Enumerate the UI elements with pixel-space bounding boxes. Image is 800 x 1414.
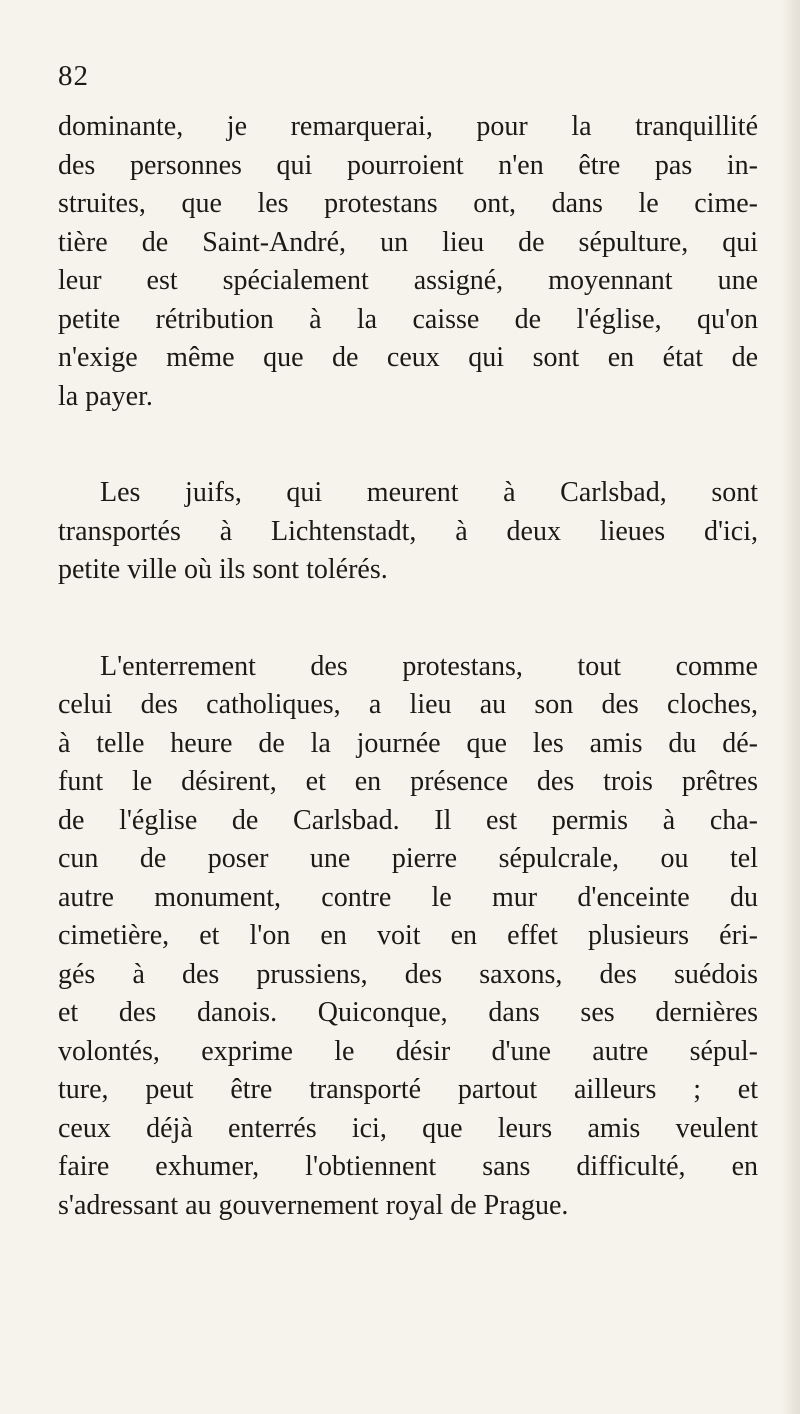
page-edge: [782, 0, 800, 1414]
text-line: et des danois. Quiconque, dans ses dernières: [58, 997, 758, 1028]
text-line: funt le désirent, et en présence des trois prêtres: [58, 766, 758, 797]
text-line: transportés à Lichtenstadt, à deux lieues d'ici,: [58, 515, 758, 547]
text-line: cimetière, et l'on en voit en effet plusieurs éri-: [58, 920, 758, 951]
text-line: celui des catholiques, a lieu au son des cloches,: [58, 689, 758, 720]
text-line: de l'église de Carlsbad. Il est permis à cha-: [58, 804, 758, 836]
text-line: faire exhumer, l'obtiennent sans difficulté, en: [58, 1151, 758, 1182]
text-line: gés à des prussiens, des saxons, des suédois: [58, 958, 758, 990]
paragraph-1: [58, 108, 758, 416]
text-line: s'adressant au gouvernement royal de Prague.: [58, 1189, 569, 1221]
text-line: ceux déjà enterrés ici, que leurs amis veulent: [58, 1112, 758, 1144]
paragraph-gap: [58, 416, 758, 474]
text-line: petite rétribution à la caisse de l'église, qu'on: [58, 303, 758, 335]
text-line: leur est spécialement assigné, moyennant une: [58, 265, 758, 296]
page-number: 82: [58, 60, 89, 92]
text-line: ture, peut être transporté partout ailleurs ; et: [58, 1074, 758, 1105]
paragraph-2: [58, 474, 758, 590]
text-line: des personnes qui pourroient n'en être pas in-: [58, 149, 758, 181]
text-line: struites, que les protestans ont, dans le cime-: [58, 188, 758, 219]
text-line: Les juifs, qui meurent à Carlsbad, sont: [100, 477, 758, 508]
body-text: [58, 108, 758, 1225]
text-line: la payer.: [58, 380, 153, 412]
text-line: volontés, exprime le désir d'une autre sépul-: [58, 1035, 758, 1067]
text-line: L'enterrement des protestans, tout comme: [100, 650, 758, 682]
text-line: petite ville où ils sont tolérés.: [58, 554, 388, 585]
text-line: autre monument, contre le mur d'enceinte du: [58, 881, 758, 913]
text-line: cun de poser une pierre sépulcrale, ou tel: [58, 843, 758, 874]
text-line: à telle heure de la journée que les amis du dé-: [58, 727, 758, 759]
paragraph-3: [58, 648, 758, 1226]
text-line: n'exige même que de ceux qui sont en état de: [58, 342, 758, 373]
text-line: tière de Saint-André, un lieu de sépulture, qui: [58, 226, 758, 258]
paragraph-gap: [58, 590, 758, 648]
text-line: dominante, je remarquerai, pour la tranquillité: [58, 111, 758, 142]
